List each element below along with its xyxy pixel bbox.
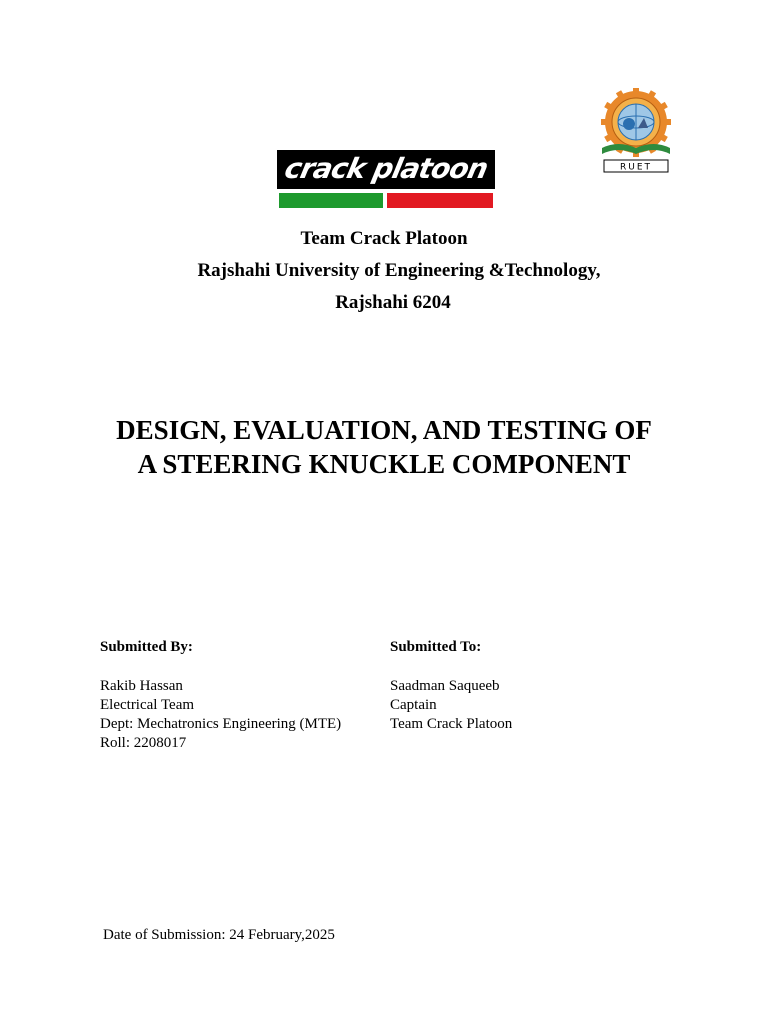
- logo-black-band: [277, 150, 495, 189]
- recipient-team: Team Crack Platoon: [390, 716, 513, 732]
- ruet-label: RUET: [619, 162, 653, 173]
- crack-platoon-logo: [277, 150, 495, 210]
- submitter-dept: Dept: Mechatronics Engineering (MTE): [100, 716, 342, 732]
- submitter-name: Rakib Hassan: [100, 678, 183, 694]
- submitted-by-heading: Submitted By:: [100, 639, 193, 655]
- title-line-2: A STEERING KNUCKLE COMPONENT: [137, 449, 631, 479]
- logo-red-stripe: [387, 193, 493, 208]
- submitter-team: Electrical Team: [100, 697, 195, 713]
- ruet-seal-logo: [596, 88, 676, 174]
- title-line-1: DESIGN, EVALUATION, AND TESTING OF: [116, 415, 652, 445]
- university-name: Rajshahi University of Engineering &Technology,: [197, 260, 601, 281]
- logo-green-stripe: [279, 193, 383, 208]
- university-city: Rajshahi 6204: [335, 292, 451, 313]
- submitted-to-block: [390, 638, 512, 734]
- recipient-role: Captain: [390, 697, 437, 713]
- document-title: [0, 413, 768, 481]
- submitter-roll: Roll: 2208017: [100, 735, 187, 751]
- recipient-name: Saadman Saqueeb: [390, 678, 500, 694]
- submission-date: Date of Submission: 24 February,2025: [103, 927, 335, 943]
- ruet-seal-icon: [596, 88, 676, 174]
- submitted-to-heading: Submitted To:: [390, 639, 482, 655]
- logo-text: crack platoon: [281, 152, 491, 185]
- submitted-by-block: [100, 638, 341, 753]
- team-name: Team Crack Platoon: [300, 228, 468, 249]
